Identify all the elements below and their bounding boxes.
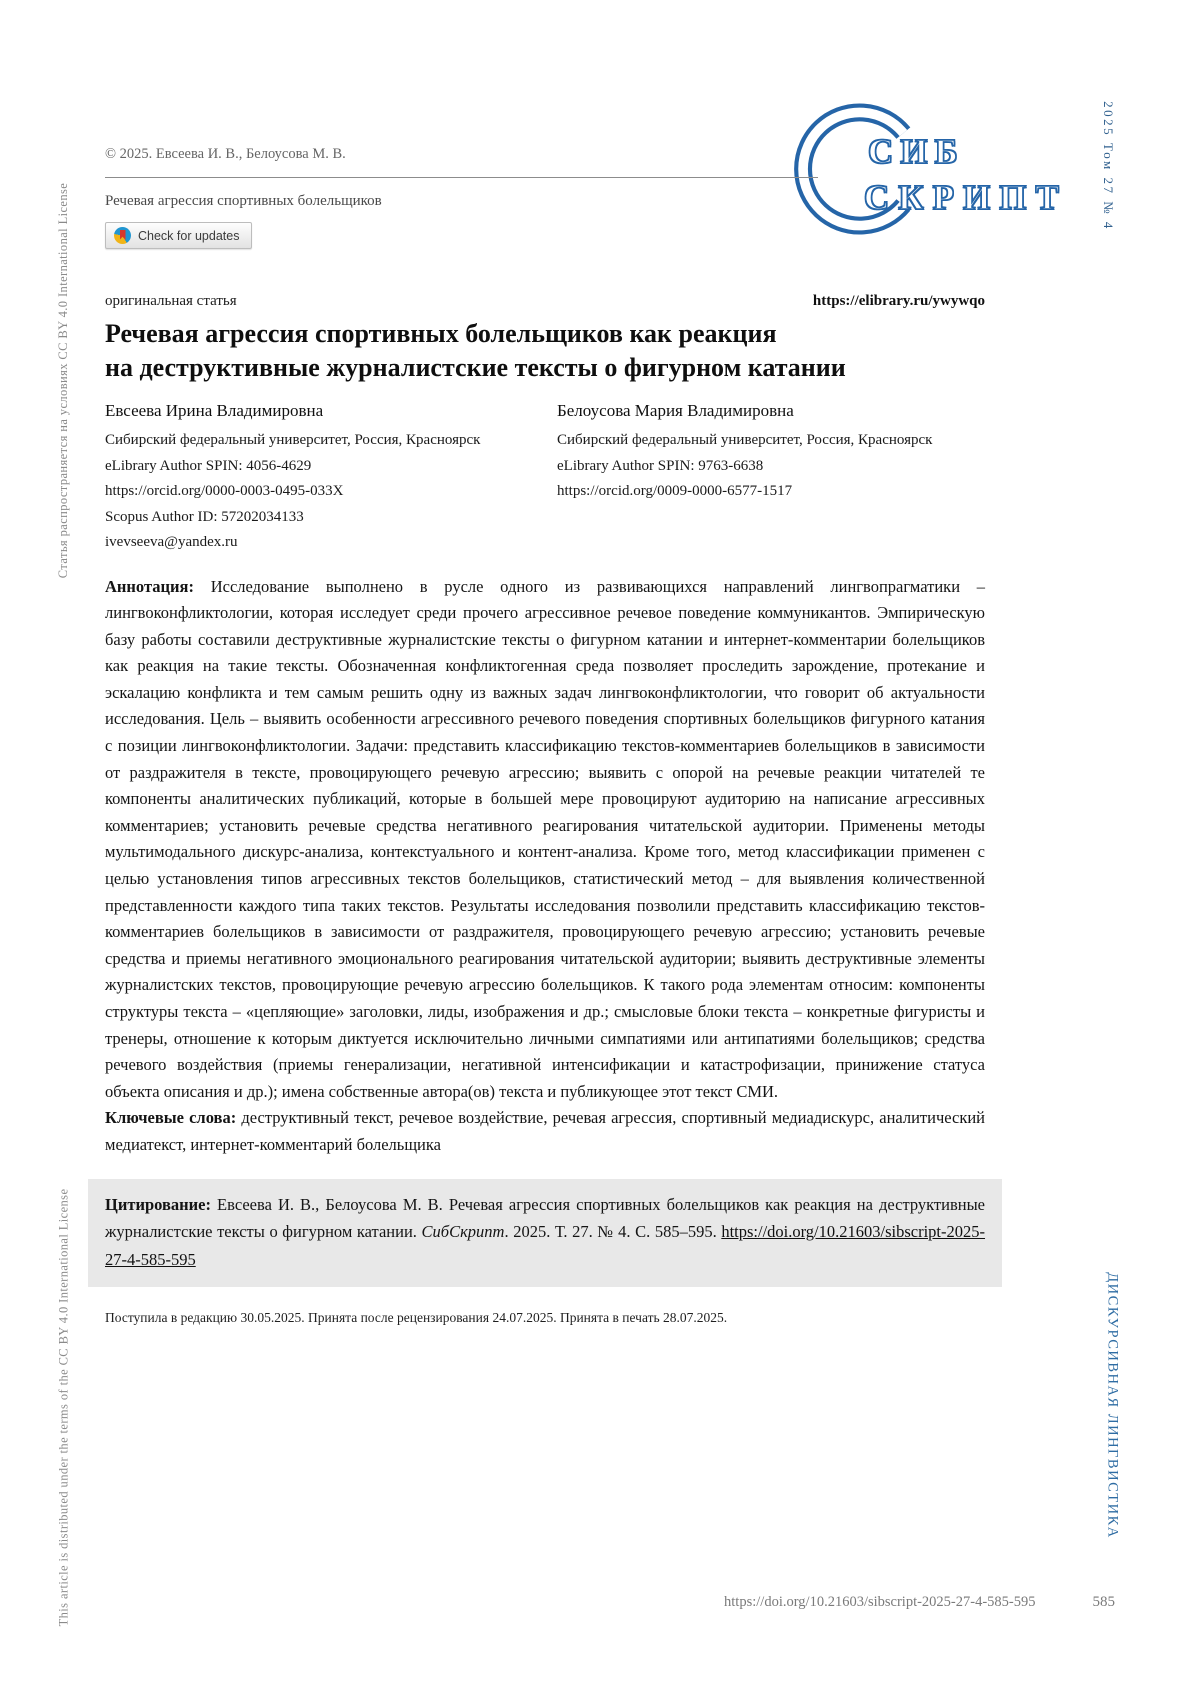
citation-journal-name: СибСкрипт (421, 1222, 505, 1242)
main-column (105, 0, 985, 1326)
section-label (1084, 1248, 1140, 1563)
keywords-text: деструктивный текст, речевое воздействие, речевая агрессия, спортивный медиадискурс, аналитический медиатекст, интернет-комментарий болельщика (105, 1108, 986, 1154)
keywords-label: Ключевые слова: (105, 1108, 237, 1128)
authors-block (105, 401, 985, 556)
citation-label: Цитирование: (105, 1194, 211, 1214)
abstract-text: Исследование выполнено в русле одного из развивающихся направлений лингвопрагматики – лингвоконфликтологии, которая исследует среди прочего агрессивное речевое поведение коммуникантов. Эмпирическую базу работы составили деструктивные журналистские тексты о фигурном катании и интернет-комментарии болельщиков как реакция на такие тексты. Обозначенная конфликтогенная среда позволяет проследить зарождение, протекание и эскалацию конфликта и тем самым решить одну из важных задач лингвоконфликтологии, что говорит об актуальности исследования. Цель – выявить особенности агрессивного речевого поведения спортивных болельщиков фигурного катания с позиции лингвоконфликтологии. Задачи: представить классификацию текстов-комментариев болельщиков в зависимости от раздражителя в тексте, провоцирующего речевую агрессию; выявить с опорой на речевые реакции читателей те компоненты аналитических публикаций, которые в большей мере провоцируют аудиторию на написание агрессивных комментариев; установить речевые средства негативного реагирования читательской аудитории. Применены методы мультимодального дискурс-анализа, контекстуального и контент-анализа. Кроме того, метод классификации применен с целью установления типов агрессивных текстов болельщиков, статистический метод – для выявления количественной представленности каждого типа таких текстов. Результаты исследования позволили представить классификацию текстов-комментариев болельщиков в зависимости от раздражителя, провоцирующего речевую агрессию; установить речевые средства и приемы негативного эмоционального реагирования читательской аудитории; выявить деструктивные элементы журналистских текстов, провоцирующие речевую агрессию болельщиков. К такого рода элементам относим: компоненты структуры текста – «цепляющие» заголовки, лиды, изображения и др.; смысловые блоки текста – конкретные фигуристы и тренеры, отношение к которым диктуется исключительно личными симпатиями или антипатиями болельщиков; средства речевого воздействия (приемы генерализации, негативной интенсификации и катастрофизации, принижение статуса объекта описания и др.); имена собственные автора(ов) текста и публикующее этот текст СМИ. (105, 576, 986, 1101)
check-for-updates-label: Check for updates (138, 228, 240, 243)
citation-text-before: Евсеева И. В., Белоусова М. В. Речевая агрессия спортивных болельщиков как реакция на деструктивные журналистские тексты о фигурном катании. (105, 1194, 986, 1242)
article-type-label: оригинальная статья (105, 293, 237, 309)
author-1-email-link[interactable]: ivevseeva@yandex.ru (105, 534, 238, 550)
abstract-paragraph (105, 574, 985, 1106)
volume-issue-label (1080, 88, 1136, 243)
check-for-updates-button[interactable] (105, 222, 252, 249)
author-1-scopus: Scopus Author ID: 57202034133 (105, 508, 304, 525)
logo-word-script: СКРИПТ (864, 178, 1068, 217)
author-1-orcid-link[interactable]: https://orcid.org/0000-0003-0495-033X (105, 483, 344, 499)
author-2-affiliation: Сибирский федеральный университет, Россия, Красноярск (557, 432, 933, 448)
author-1-spin: eLibrary Author SPIN: 4056-4629 (105, 457, 312, 474)
author-2-orcid-link[interactable]: https://orcid.org/0009-0000-6577-1517 (557, 483, 793, 499)
page-number: 585 (1092, 1594, 1115, 1610)
elibrary-link[interactable]: https://elibrary.ru/ywywqo (812, 293, 985, 309)
author-1-name: Евсеева Ирина Владимировна (105, 401, 324, 420)
license-text-en-label: This article is distributed under the terms of the CC BY 4.0 International License (56, 1188, 71, 1627)
license-text-en (38, 1150, 90, 1665)
logo-word-sib: СИБ (868, 132, 965, 171)
submission-dates: Поступила в редакцию 30.05.2025. Принята после рецензирования 24.07.2025. Принята в печать 28.07.2025. (105, 1310, 728, 1326)
running-head: Речевая агрессия спортивных болельщиков (105, 193, 382, 209)
citation-block (88, 1179, 1002, 1288)
copyright-line: © 2025. Евсеева И. В., Белоусова М. В. (105, 146, 346, 162)
citation-doi-link[interactable]: https://doi.org/10.21603/sibscript-2025-27-4-585-595 (105, 1222, 986, 1269)
footer-doi-link[interactable]: https://doi.org/10.21603/sibscript-2025-27-4-585-595 (724, 1594, 1036, 1610)
abstract-label: Аннотация: (105, 576, 194, 596)
article-title-line1: Речевая агрессия спортивных болельщиков как реакция (105, 319, 777, 348)
license-text-ru (38, 128, 90, 633)
author-1 (105, 401, 557, 556)
keywords-paragraph (105, 1105, 985, 1158)
page-footer (105, 1594, 1115, 1611)
section-text: ДИСКУРСИВНАЯ ЛИНГВИСТИКА (1104, 1272, 1121, 1539)
crossmark-icon (114, 227, 131, 244)
license-text-ru-label: Статья распространяется на условиях CC BY 4.0 International License (56, 182, 71, 579)
volume-issue-text: 2025 Том 27 № 4 (1101, 100, 1117, 231)
header-divider (105, 177, 818, 178)
article-meta-row (105, 293, 985, 310)
author-2-spin: eLibrary Author SPIN: 9763-6638 (557, 457, 764, 474)
author-2-name: Белоусова Мария Владимировна (557, 401, 794, 420)
author-1-affiliation: Сибирский федеральный университет, Россия, Красноярск (105, 432, 481, 448)
author-2 (557, 401, 985, 556)
article-title (105, 317, 985, 385)
citation-text-after: . 2025. Т. 27. № 4. С. 585–595. (504, 1222, 717, 1242)
article-title-line2: на деструктивные журналистские тексты о фигурном катании (105, 353, 846, 382)
